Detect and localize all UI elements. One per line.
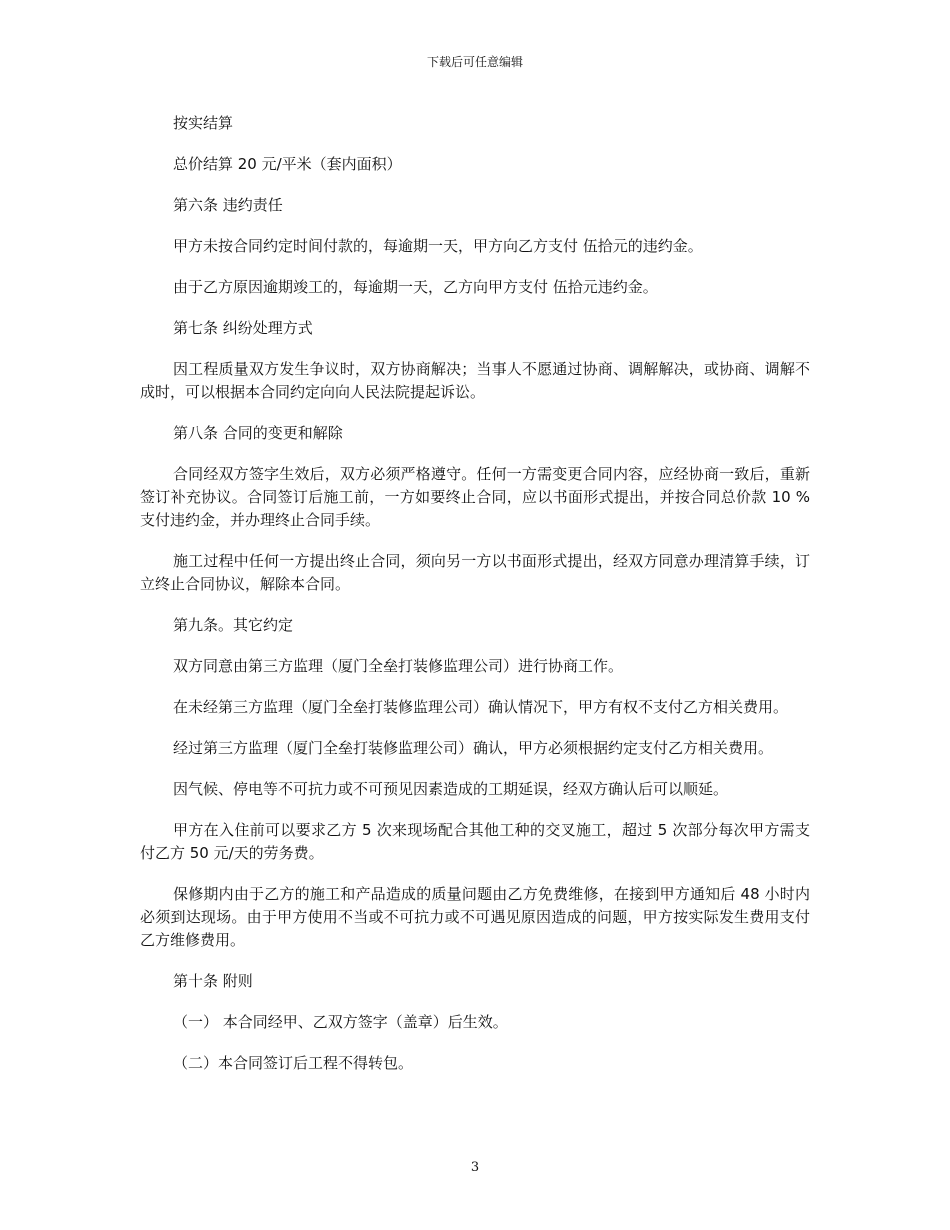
heading-article-6: 第六条 违约责任 (173, 196, 283, 214)
heading-article-7: 第七条 纠纷处理方式 (173, 319, 313, 337)
heading-article-8: 第八条 合同的变更和解除 (173, 424, 343, 442)
paragraph-supervision: 双方同意由第三方监理（厦门全垒打装修监理公司）进行协商工作。 (173, 657, 624, 675)
paragraph-warranty: 保修期内由于乙方的施工和产品造成的质量问题由乙方免费维修，在接到甲方通知后 48 小时内必须到达现场。由于甲方使用不当或不可抗力或不可遇见原因造成的问题，甲方按实际发生费用支付乙方维修费用。 (140, 885, 810, 949)
paragraph-unconfirmed-fees: 在未经第三方监理（厦门全垒打装修监理公司）确认情况下，甲方有权不支付乙方相关费用。 (173, 698, 789, 716)
paragraph-confirmed-fees: 经过第三方监理（厦门全垒打装修监理公司）确认，甲方必须根据约定支付乙方相关费用。 (173, 739, 774, 757)
paragraph-late-payment: 甲方未按合同约定时间付款的，每逾期一天，甲方向乙方支付 伍拾元的违约金。 (173, 237, 703, 255)
paragraph-settlement-method: 按实结算 (173, 114, 234, 132)
paragraph-termination: 施工过程中任何一方提出终止合同，须向另一方以书面形式提出，经双方同意办理清算手续，订立终止合同协议，解除本合同。 (140, 552, 810, 593)
heading-article-9: 第九条。其它约定 (173, 616, 294, 634)
paragraph-clause-1: （一） 本合同经甲、乙双方签字（盖章）后生效。 (173, 1013, 508, 1031)
paragraph-total-price: 总价结算 20 元/平米（套内面积） (173, 155, 402, 173)
paragraph-late-completion: 由于乙方原因逾期竣工的，每逾期一天，乙方向甲方支付 伍拾元违约金。 (173, 278, 658, 296)
paragraph-clause-2: （二）本合同签订后工程不得转包。 (173, 1054, 414, 1072)
paragraph-contract-change: 合同经双方签字生效后，双方必须严格遵守。任何一方需变更合同内容，应经协商一致后，重新签订补充协议。合同签订后施工前，一方如要终止合同，应以书面形式提出，并按合同总价款 10 %支付违约金，并办理终止合同手续。 (140, 465, 810, 529)
paragraph-force-majeure: 因气候、停电等不可抗力或不可预见因素造成的工期延误，经双方确认后可以顺延。 (173, 780, 729, 798)
page-header: 下载后可任意编辑 (426, 55, 523, 69)
heading-article-10: 第十条 附则 (173, 972, 253, 990)
paragraph-onsite-visits: 甲方在入住前可以要求乙方 5 次来现场配合其他工种的交叉施工，超过 5 次部分每次甲方需支付乙方 50 元/天的劳务费。 (140, 821, 810, 862)
page-number: 3 (470, 1160, 480, 1175)
document-body (140, 112, 810, 1093)
paragraph-dispute-resolution: 因工程质量双方发生争议时，双方协商解决；当事人不愿通过协商、调解解决，或协商、调解不成时，可以根据本合同约定向向人民法院提起诉讼。 (140, 360, 810, 401)
